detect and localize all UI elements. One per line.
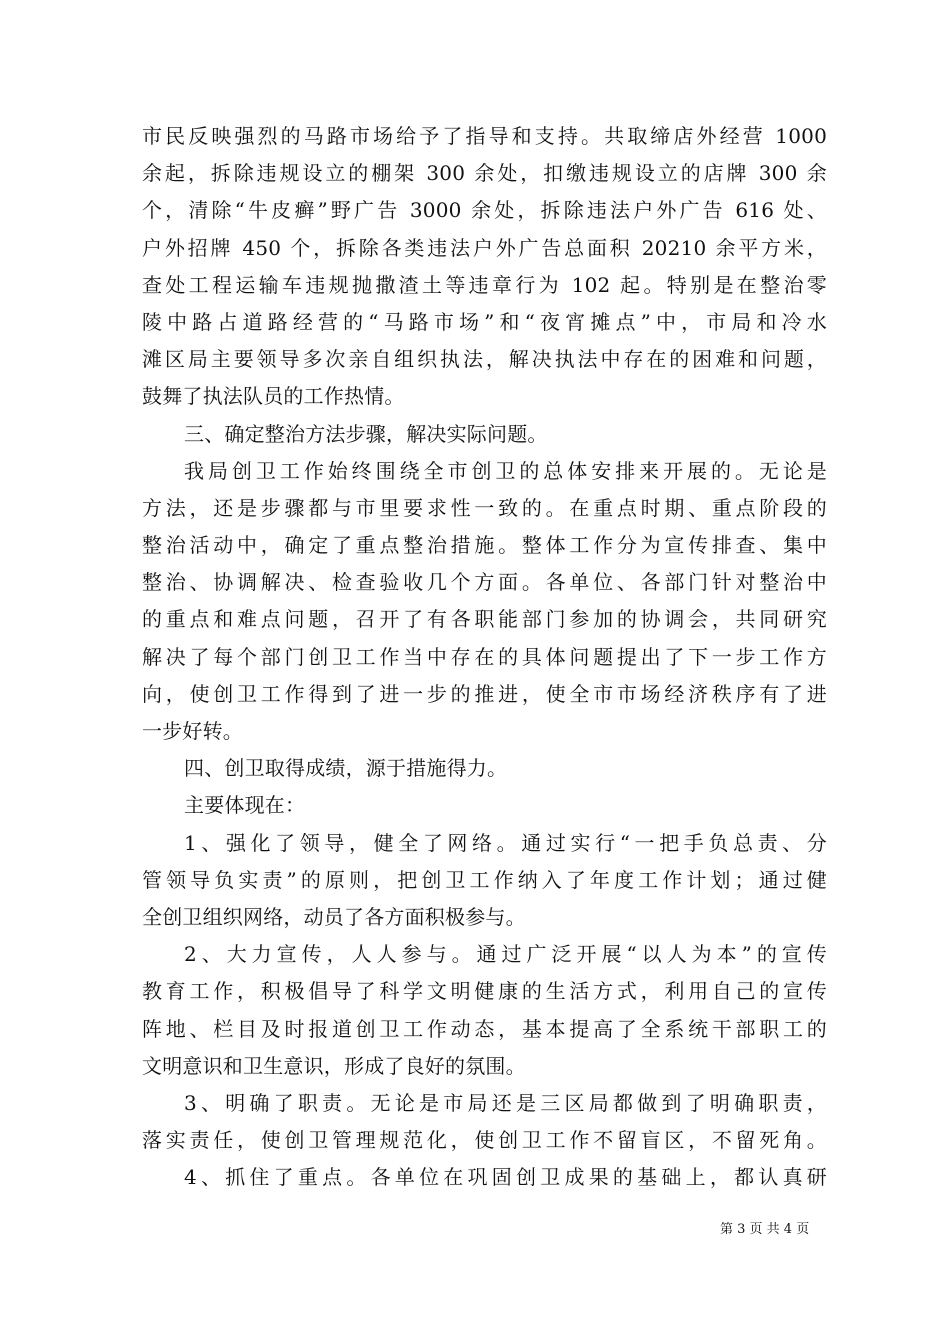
text-line: 户外招牌 450 个，拆除各类违法户外广告总面积 20210 余平方米， xyxy=(142,235,827,260)
text-line: 的重点和难点问题，召开了有各职能部门参加的协调会，共同研究 xyxy=(142,607,827,632)
text-line: 个，清除“牛皮癣”野广告 3000 余处，拆除违法户外广告 616 处、 xyxy=(142,198,827,223)
text-line: 主要体现在： xyxy=(184,793,306,818)
text-line: 方法，还是步骤都与市里要求性一致的。在重点时期、重点阶段的 xyxy=(142,495,827,520)
text-line: 管领导负实责”的原则，把创卫工作纳入了年度工作计划；通过健 xyxy=(142,867,827,892)
text-line: 我局创卫工作始终围绕全市创卫的总体安排来开展的。无论是 xyxy=(184,458,827,483)
text-line: 全创卫组织网络，动员了各方面积极参与。 xyxy=(142,904,526,929)
text-line: 文明意识和卫生意识，形成了良好的氛围。 xyxy=(142,1053,526,1078)
text-line: 3、明确了职责。无论是市局还是三区局都做到了明确职责， xyxy=(184,1090,827,1115)
text-line: 1、强化了领导，健全了网络。通过实行“一把手负总责、分 xyxy=(184,830,827,855)
text-line: 4、抓住了重点。各单位在巩固创卫成果的基础上，都认真研 xyxy=(184,1165,827,1190)
text-line: 查处工程运输车违规抛撒渣土等违章行为 102 起。特别是在整治零 xyxy=(142,272,827,297)
text-line: 教育工作，积极倡导了科学文明健康的生活方式，利用自己的宣传 xyxy=(142,979,827,1004)
text-line: 整治、协调解决、检查验收几个方面。各单位、各部门针对整治中 xyxy=(142,570,827,595)
text-line: 陵中路占道路经营的“马路市场”和“夜宵摊点”中，市局和冷水 xyxy=(142,309,827,334)
text-line: 落实责任，使创卫管理规范化，使创卫工作不留盲区，不留死角。 xyxy=(142,1128,827,1153)
text-line: 三、确定整治方法步骤，解决实际问题。 xyxy=(184,421,548,446)
text-line: 四、创卫取得成绩，源于措施得力。 xyxy=(184,756,508,781)
text-line: 2、大力宣传，人人参与。通过广泛开展“以人为本”的宣传 xyxy=(184,942,827,967)
text-line: 向，使创卫工作得到了进一步的推进，使全市市场经济秩序有了进 xyxy=(142,681,827,706)
page-number-footer: 第 3 页 共 4 页 xyxy=(720,1222,810,1237)
text-line: 滩区局主要领导多次亲自组织执法，解决执法中存在的困难和问题， xyxy=(142,347,827,372)
text-line: 市民反映强烈的马路市场给予了指导和支持。共取缔店外经营 1000 xyxy=(142,124,827,148)
text-line: 整治活动中，确定了重点整治措施。整体工作分为宣传排查、集中 xyxy=(142,533,827,558)
text-line: 解决了每个部门创卫工作当中存在的具体问题提出了下一步工作方 xyxy=(142,644,827,669)
text-line: 一步好转。 xyxy=(142,719,243,743)
text-line: 阵地、栏目及时报道创卫工作动态，基本提高了全系统干部职工的 xyxy=(142,1016,827,1041)
document-body xyxy=(142,118,827,1196)
text-line: 余起，拆除违规设立的棚架 300 余处，扣缴违规设立的店牌 300 余 xyxy=(142,161,827,186)
text-line: 鼓舞了执法队员的工作热情。 xyxy=(142,384,405,409)
